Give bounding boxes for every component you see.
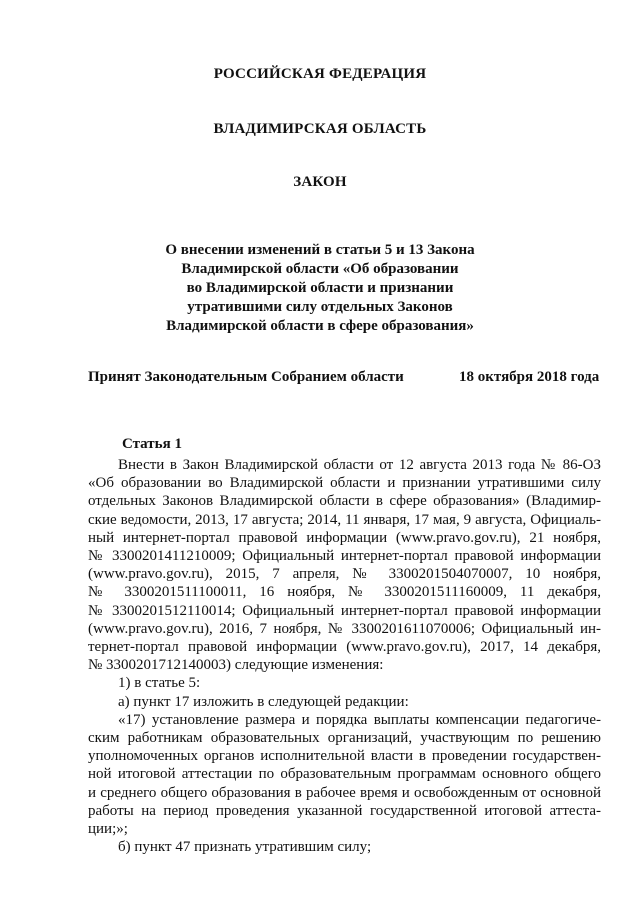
article-line: 1) в статье 5: (118, 675, 201, 692)
article-line: ной итоговой аттестации по образовательным программам основного общего (88, 766, 601, 783)
article-line: № 3300201511100011, 16 ноября, № 3300201511160009, 11 декабря, (88, 584, 601, 601)
article-line: «Об образовании во Владимирской области и признании утратившими силу (88, 475, 601, 492)
law-title-line: Владимирской области «Об образовании (181, 261, 459, 277)
article-line: и среднего общего образования в рабочее время и освобожденным от основной (88, 784, 601, 801)
article-line: № 3300201512110014; Официальный интернет-портал правовой информации (88, 602, 601, 619)
article-line: б) пункт 47 признать утратившим силу; (118, 839, 372, 856)
article-line: Внести в Закон Владимирской области от 12 августа 2013 года № 86-ОЗ (118, 457, 601, 473)
country-heading: РОССИЙСКАЯ ФЕДЕРАЦИЯ (213, 66, 427, 82)
article-line: ный интернет-портал правовой информации (www.pravo.gov.ru), 21 ноября, (88, 529, 601, 546)
article-line: работы на период проведения указанной государственной итоговой аттеста- (88, 802, 601, 819)
adopted-by: Принят Законодательным Собранием области (88, 369, 404, 385)
document-type-heading: ЗАКОН (293, 174, 347, 190)
law-title (0, 241, 640, 336)
article-body (88, 456, 601, 856)
adoption-date: 18 октября 2018 года (459, 369, 600, 385)
law-title-line: во Владимирской области и признании (186, 280, 454, 296)
region-heading: ВЛАДИМИРСКАЯ ОБЛАСТЬ (213, 121, 427, 137)
law-title-line: Владимирской области в сфере образования» (166, 318, 474, 334)
article-line: (www.pravo.gov.ru), 2016, 7 ноября, № 3300201611070006; Официальный ин- (88, 620, 601, 637)
article-line: а) пункт 17 изложить в следующей редакции: (118, 693, 409, 710)
article-line: ские ведомости, 2013, 17 августа; 2014, 11 января, 17 мая, 9 августа, Официаль- (88, 511, 601, 528)
article-line: тернет-портал правовой информации (www.pravo.gov.ru), 2017, 14 декабря, (88, 639, 601, 656)
article-line: ции;»; (88, 821, 128, 838)
article-line: № 3300201712140003) следующие изменения: (88, 657, 384, 674)
article-line: № 3300201411210009; Официальный интернет-портал правовой информации (88, 548, 601, 565)
article-line: уполномоченных органов исполнительной власти в проведении государствен- (88, 748, 601, 765)
article-line: отдельных Законов Владимирской области в сфере образования» (Владимир- (88, 493, 601, 510)
article-line: ским работникам образовательных организаций, участвующим по решению (88, 730, 601, 747)
article-heading: Статья 1 (122, 436, 182, 452)
law-title-line: О внесении изменений в статьи 5 и 13 Закона (165, 242, 475, 258)
article-line: (www.pravo.gov.ru), 2015, 7 апреля, № 3300201504070007, 10 ноября, (88, 566, 601, 583)
article-line: «17) установление размера и порядка выплаты компенсации педагогиче- (118, 711, 601, 728)
law-title-line: утратившими силу отдельных Законов (187, 299, 453, 315)
